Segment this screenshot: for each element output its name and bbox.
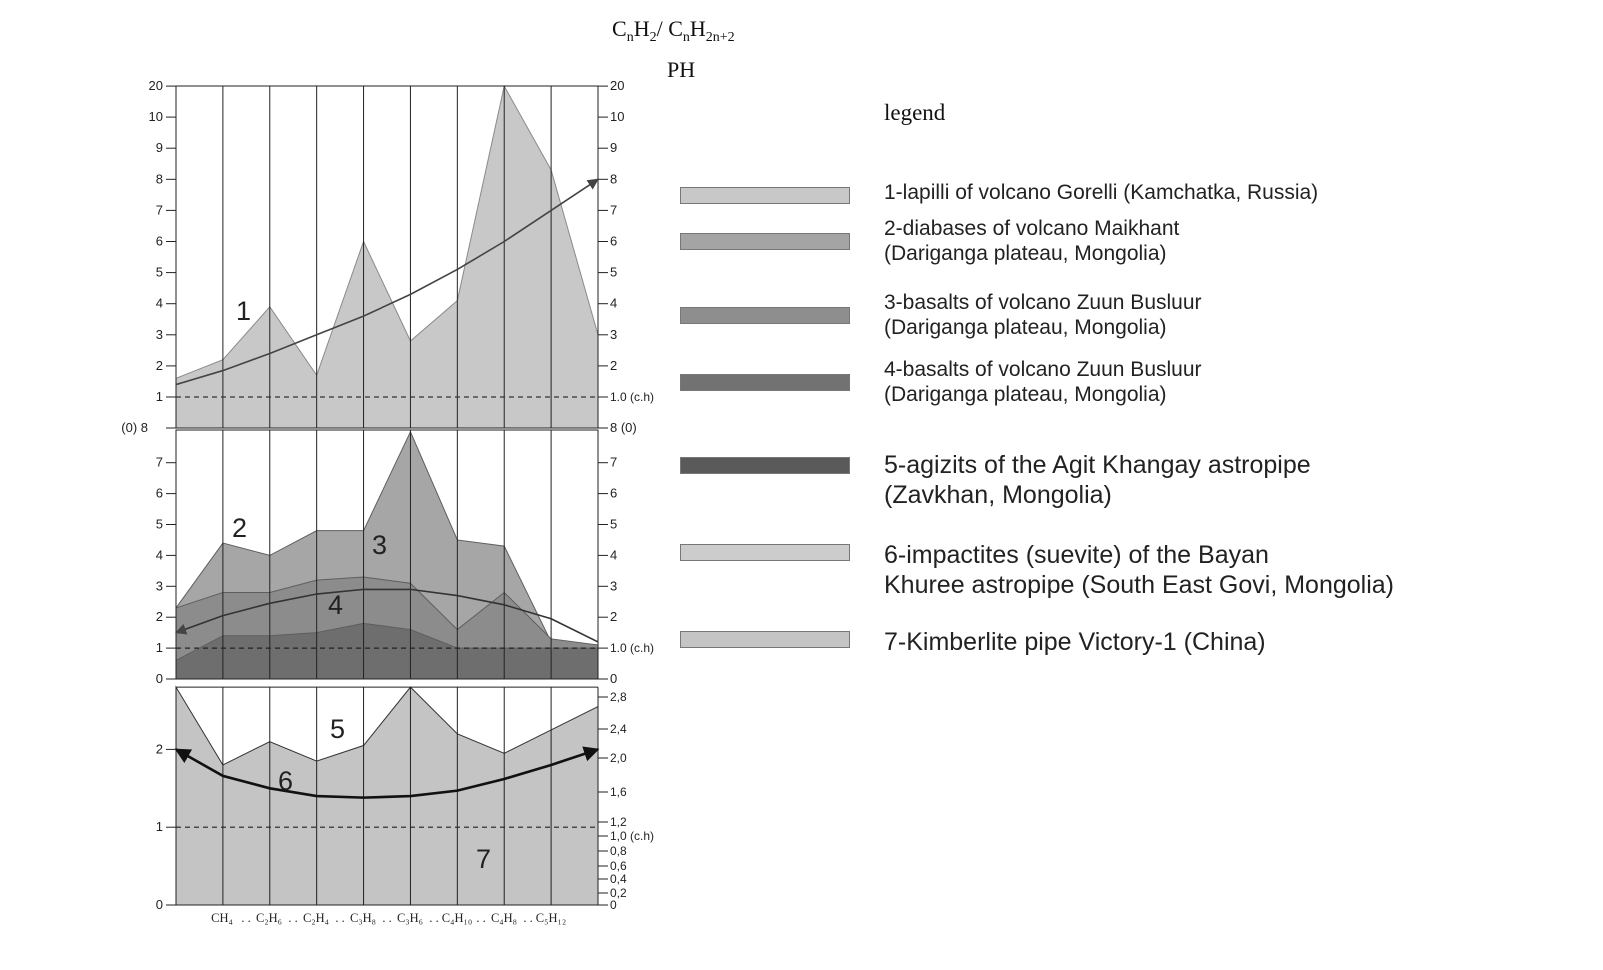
series-1-area — [176, 86, 598, 428]
category-separator: . . — [523, 911, 533, 925]
category-separator: . . — [382, 911, 392, 925]
category-label: C₅H₁₂ — [535, 911, 567, 925]
panel-bottom — [156, 687, 654, 912]
tick-label-right: 2 — [610, 609, 618, 625]
tick-label-left: 5 — [155, 264, 163, 280]
tick-label-left: 9 — [155, 140, 163, 156]
tick-label-right-zero: 8 (0) — [610, 420, 637, 435]
legend-text-line: 7-Kimberlite pipe Victory-1 (China) — [884, 628, 1266, 656]
legend-text — [884, 290, 1202, 340]
tick-label-right: 2,0 — [610, 751, 627, 765]
legend-text-line: 5-agizits of the Agit Khangay astropipe — [884, 451, 1311, 479]
legend-text-line: Khuree astropipe (South East Govi, Mongolia) — [884, 571, 1394, 599]
legend-text-line: (Dariganga plateau, Mongolia) — [884, 242, 1167, 266]
legend-swatch — [680, 307, 850, 324]
panel-top — [121, 78, 654, 435]
tick-label-left: 0 — [155, 897, 163, 912]
tick-label-left: 6 — [155, 485, 163, 501]
legend-swatch — [680, 631, 850, 648]
series-label-7: 7 — [476, 844, 492, 874]
tick-label-right: 0,6 — [610, 859, 627, 873]
tick-label-right: 3 — [610, 578, 618, 594]
legend-text — [884, 450, 1311, 510]
tick-label-right: 0 — [610, 671, 618, 686]
series-label-3: 3 — [372, 530, 388, 560]
tick-label-right: 1.0 (c.h) — [610, 641, 655, 656]
tick-label-left: 10 — [148, 109, 163, 125]
tick-label-left: 20 — [148, 78, 163, 94]
tick-label-left: 4 — [155, 295, 163, 311]
ph-label: PH — [667, 57, 696, 82]
tick-label-right: 1,6 — [610, 785, 627, 799]
tick-label-right: 4 — [610, 295, 618, 311]
tick-label-left: 7 — [155, 202, 163, 218]
category-separator: . . — [335, 911, 345, 925]
tick-label-left: 7 — [155, 454, 163, 470]
tick-label-right: 6 — [610, 485, 618, 501]
tick-label-right: 2,4 — [610, 722, 627, 736]
legend-text-line: 6-impactites (suevite) of the Bayan — [884, 541, 1269, 569]
tick-label-right: 0,2 — [610, 886, 627, 900]
legend-text — [884, 627, 1266, 657]
legend-text-line: (Dariganga plateau, Mongolia) — [884, 383, 1167, 407]
category-axis — [211, 911, 566, 925]
legend-text-line: 3-basalts of volcano Zuun Busluur — [884, 291, 1202, 314]
series-label-4: 4 — [328, 590, 344, 620]
tick-label-left-zero: (0) 8 — [121, 420, 148, 435]
legend-text-line: (Zavkhan, Mongolia) — [884, 481, 1112, 509]
category-label: C₂H₆ — [255, 911, 283, 925]
tick-label-right: 7 — [610, 454, 618, 470]
legend-swatch — [680, 374, 850, 391]
series-label-6: 6 — [278, 766, 294, 796]
tick-label-right: 1,2 — [610, 815, 627, 829]
tick-label-left: 2 — [155, 741, 163, 757]
category-label: C₄H₁₀ — [441, 911, 473, 925]
series-label-1: 1 — [236, 296, 252, 326]
tick-label-right: 1,0 (c.h) — [610, 829, 655, 843]
tick-label-right: 5 — [610, 264, 618, 280]
tick-label-right: 2 — [610, 357, 618, 373]
series-label-2: 2 — [232, 513, 248, 543]
formula-label: $C_nH_2/$ $C_nH_{2n+2}$ — [612, 16, 735, 45]
tick-label-left: 3 — [155, 578, 163, 594]
tick-label-right: 7 — [610, 202, 618, 218]
tick-label-right: 3 — [610, 326, 618, 342]
legend-text-line: 2-diabases of volcano Maikhant — [884, 217, 1180, 240]
legend-swatch — [680, 457, 850, 474]
tick-label-right: 20 — [610, 78, 625, 94]
tick-label-right: 10 — [610, 109, 625, 125]
legend-text — [884, 540, 1394, 600]
category-separator: . . — [288, 911, 298, 925]
tick-label-right: 6 — [610, 233, 618, 249]
tick-label-right: 9 — [610, 140, 618, 156]
tick-label-left: 0 — [155, 671, 163, 686]
series-label-5: 5 — [330, 714, 346, 744]
tick-label-left: 1 — [155, 819, 163, 835]
tick-label-right: 4 — [610, 547, 618, 563]
tick-label-left: 1 — [155, 389, 163, 404]
tick-label-left: 3 — [155, 326, 163, 342]
tick-label-right: 2,8 — [610, 690, 627, 704]
tick-label-right: 5 — [610, 516, 618, 532]
legend-swatch — [680, 187, 850, 204]
tick-label-left: 2 — [155, 357, 163, 373]
tick-label-left: 4 — [155, 547, 163, 563]
tick-label-left: 5 — [155, 516, 163, 532]
tick-label-right: 0 — [610, 898, 617, 912]
category-separator: . . — [241, 911, 251, 925]
category-label: C₄H₈ — [490, 911, 518, 925]
panel-middle — [156, 430, 654, 686]
tick-label-left: 1 — [155, 640, 163, 656]
legend-text — [884, 180, 1318, 205]
category-separator: . . — [476, 911, 486, 925]
tick-label-right: 0,4 — [610, 872, 627, 886]
tick-label-left: 2 — [155, 609, 163, 625]
category-label: C₂H₄ — [302, 911, 330, 925]
tick-label-left: 8 — [155, 171, 163, 187]
legend-text-line: (Dariganga plateau, Mongolia) — [884, 316, 1167, 340]
legend-title: legend — [884, 100, 946, 125]
legend-text — [884, 357, 1202, 407]
tick-label-right: 1.0 (c.h) — [610, 390, 655, 404]
tick-label-right: 0,8 — [610, 844, 627, 858]
legend-text — [884, 216, 1179, 266]
legend-text-line: 4-basalts of volcano Zuun Busluur — [884, 358, 1202, 381]
legend-text-line: 1-lapilli of volcano Gorelli (Kamchatka, Russia) — [884, 181, 1319, 204]
category-label: CH₄ — [211, 911, 233, 925]
category-separator: . . — [429, 911, 439, 925]
tick-label-left: 6 — [155, 233, 163, 249]
category-label: C₃H₈ — [349, 911, 377, 925]
tick-label-right: 8 — [610, 171, 618, 187]
legend-swatch — [680, 544, 850, 561]
legend-swatch — [680, 233, 850, 250]
category-label: C₃H₆ — [396, 911, 424, 925]
